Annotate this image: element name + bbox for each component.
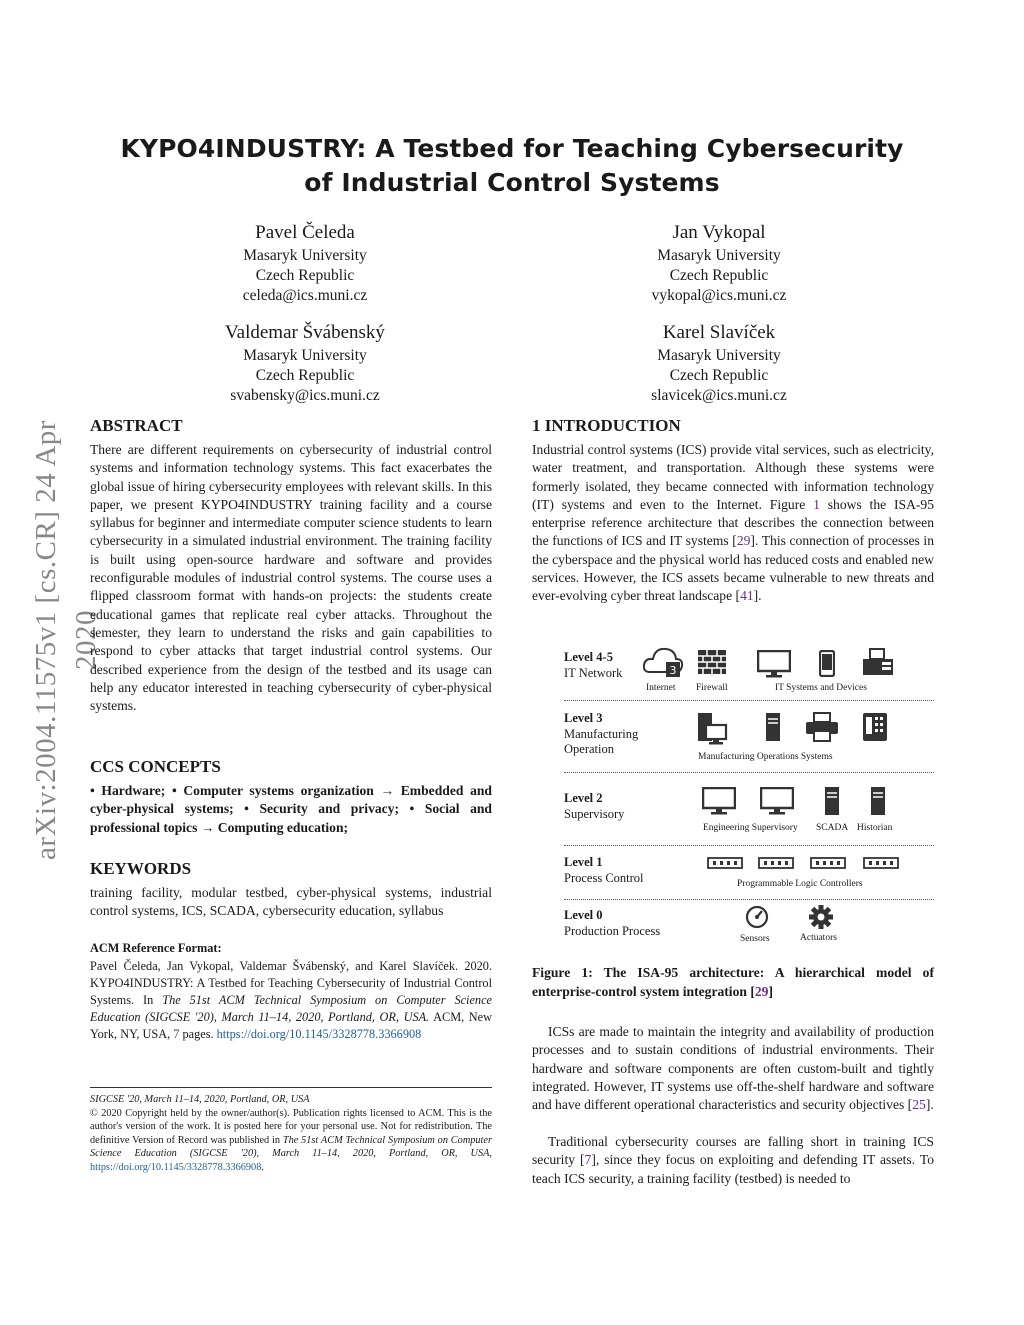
scada-label: SCADA <box>816 823 849 833</box>
ccs-text: • Hardware; • Computer systems organization → Embedded and cyber-physical systems; • Security and privacy; • Social and professional topics → Computing education; <box>90 783 492 835</box>
it-systems-label: IT Systems and Devices <box>775 683 867 693</box>
figure-ref-link[interactable]: 1 <box>813 496 820 512</box>
mos-label: Manufacturing Operations Systems <box>698 752 833 762</box>
author-affiliation: Masaryk University <box>243 247 367 264</box>
sensors-label: Sensors <box>740 934 770 944</box>
intro-heading: 1 INTRODUCTION <box>532 416 681 435</box>
author-affiliation: Masaryk University <box>243 347 367 364</box>
server-icon <box>765 712 781 742</box>
plc-icon <box>810 857 846 869</box>
phone-icon <box>819 650 835 677</box>
title-line-2: of Industrial Control Systems <box>304 168 720 197</box>
abstract-heading: ABSTRACT <box>90 416 183 435</box>
actuator-gear-icon <box>808 904 834 930</box>
sensor-gauge-icon <box>745 905 769 929</box>
author-country: Czech Republic <box>669 367 769 384</box>
author-name: Valdemar Švábenský <box>225 322 385 343</box>
keywords-heading: KEYWORDS <box>90 859 192 878</box>
level-2-label <box>564 791 674 822</box>
intro-text: Traditional cybersecurity courses are falling short in training ICS security [ <box>532 1134 934 1168</box>
internet-label: Internet <box>646 683 676 693</box>
author-country: Czech Republic <box>255 367 355 384</box>
author-affiliation: Masaryk University <box>657 247 781 264</box>
level-0-label <box>564 908 674 939</box>
intro-text: ]. This connection of processes in the cyberspace and the physical world has reduced costs and enabled new services. However, the ICS assets became vulnerable to new threats and ever-evolving cyber threat landscape [ <box>532 533 935 604</box>
footnote-part: , <box>489 1148 492 1160</box>
footnote-part: © 2020 Copyright held by the owner/author(s). Publication rights licensed to ACM. This is the author's version of the work. It is posted here for your personal use. Not for redistribution. The definitive Version of Record was published in <box>90 1108 492 1146</box>
figure-isa95 <box>532 640 934 952</box>
historian-server-icon <box>870 786 886 816</box>
printer-icon <box>805 712 839 742</box>
level-title: Level 3 <box>564 711 603 725</box>
footnote-doi-link[interactable]: https://doi.org/10.1145/3328778.3366908 <box>90 1161 262 1173</box>
plc-icon <box>707 857 743 869</box>
level-subtitle: Manufacturing Operation <box>564 726 639 756</box>
workstation-icon <box>697 712 729 746</box>
author-affiliation: Masaryk University <box>657 347 781 364</box>
svg-text:3: 3 <box>669 664 677 677</box>
citation-link[interactable]: 29 <box>736 533 751 549</box>
author-name: Jan Vykopal <box>672 222 766 243</box>
author-country: Czech Republic <box>255 267 355 284</box>
footnote-copyright <box>90 1107 492 1174</box>
author-name: Karel Slavíček <box>662 322 776 343</box>
caption-text: Figure 1: The ISA-95 architecture: A hierarchical model of enterprise-control system integration [ <box>532 965 934 999</box>
printer-fax-icon <box>862 648 896 678</box>
footnote-conference: SIGCSE '20, March 11–14, 2020, Portland, OR, USA <box>90 1094 310 1105</box>
level-separator <box>564 899 934 900</box>
footnote-part: . <box>261 1161 264 1173</box>
author-email: celeda@ics.muni.cz <box>242 287 368 304</box>
footnote-venue: The 51st ACM Technical Symposium on Computer Science Education (SIGCSE '20), March 11–14, 2020, Portland, OR, USA <box>90 1134 492 1160</box>
author-email: svabensky@ics.muni.cz <box>230 387 380 404</box>
arxiv-identifier: arXiv:2004.11575v1 [cs.CR] 24 Apr 2020 <box>30 420 102 860</box>
author-country: Czech Republic <box>669 267 769 284</box>
level-3-label <box>564 711 674 758</box>
ccs-heading: CCS CONCEPTS <box>90 757 221 776</box>
title-line-1: KYPO4INDUSTRY: A Testbed for Teaching Cybersecurity <box>120 134 904 163</box>
firewall-icon <box>698 650 726 674</box>
level-1-label <box>564 855 674 886</box>
level-title: Level 2 <box>564 791 603 805</box>
desk-phone-icon <box>862 712 888 742</box>
author-block <box>584 320 854 406</box>
cloud-icon <box>642 642 684 680</box>
scada-server-icon <box>824 786 840 816</box>
author-name: Pavel Čeleda <box>255 222 355 243</box>
citation-link[interactable]: 7 <box>584 1152 592 1168</box>
monitor-icon <box>757 650 791 678</box>
monitor-icon <box>760 787 794 815</box>
intro-text: ]. <box>925 1097 934 1113</box>
citation-link[interactable]: 25 <box>912 1097 926 1113</box>
level-subtitle: Production Process <box>564 923 661 938</box>
intro-paragraph-1 <box>532 441 934 606</box>
plc-icon <box>758 857 794 869</box>
intro-paragraph-2 <box>532 1023 934 1114</box>
monitor-icon <box>702 787 736 815</box>
level-title: Level 4-5 <box>564 650 613 664</box>
footnote-rule <box>90 1087 492 1088</box>
author-email: slavicek@ics.muni.cz <box>651 387 787 404</box>
level-separator <box>564 700 934 701</box>
intro-text: shows the ISA-95 enterprise reference architecture that describes the connection between the functions of ICS and IT systems [ <box>532 496 935 549</box>
level-subtitle: Supervisory <box>564 806 625 821</box>
acm-ref-part: ACM, New York, NY, USA, <box>90 1010 493 1041</box>
historian-label: Historian <box>857 823 893 833</box>
acm-ref-part: pages. <box>179 1027 217 1041</box>
abstract-text: There are different requirements on cybersecurity of industrial control systems and information technology systems. This fact exacerbates the global issue of hiring cybersecurity employees with relevant skills. In this paper, we present KYPO4INDUSTRY training facility and a course syllabus for beginner and intermediate computer science students to learn cybersecurity in a simulated industrial environment. The training facility is built using open-source hardware and software and provides reconfigurable modules of industrial control systems. The course uses a flipped classroom format with hands-on projects: the students create educational games that replicate real cyber attacks. Throughout the semester, they learn to understand the risks and gain capabilities to respond to cyber attacks that target industrial control systems. Our described experience from the design of the testbed and its usage can help any educator interested in teaching cybersecurity of cyber-physical systems. <box>90 442 492 714</box>
author-email: vykopal@ics.muni.cz <box>651 287 787 304</box>
keywords-text: training facility, modular testbed, cyber-physical systems, industrial control systems, ICS, SCADA, cybersecurity education, syllabus <box>90 885 492 919</box>
intro-paragraph-3 <box>532 1133 934 1188</box>
acm-ref-heading: ACM Reference Format: <box>90 941 222 955</box>
intro-text: Industrial control systems (ICS) provide vital services, such as electricity, water treatment, and transportation. Although these systems were formerly isolated, they became connected with information technology (IT) systems and even to the Internet. Figure <box>532 442 934 512</box>
author-block <box>170 320 440 406</box>
level-title: Level 1 <box>564 855 603 869</box>
acm-ref-pages[interactable]: 7 <box>173 1027 180 1041</box>
plc-icon <box>863 857 899 869</box>
plc-label: Programmable Logic Controllers <box>737 879 863 889</box>
acm-ref-doi-link[interactable]: https://doi.org/10.1145/3328778.3366908 <box>216 1027 422 1041</box>
citation-link[interactable]: 41 <box>740 588 754 604</box>
author-block <box>170 220 440 306</box>
intro-text: ]. <box>753 588 762 604</box>
intro-text: ], since they focus on exploiting and defending IT assets. To teach ICS security, a training facility (testbed) is needed to <box>532 1152 934 1186</box>
citation-link[interactable]: 29 <box>754 984 769 999</box>
author-block <box>584 220 854 306</box>
acm-ref-text <box>90 958 492 1043</box>
level-title: Level 0 <box>564 908 603 922</box>
level-subtitle: IT Network <box>564 665 623 680</box>
figure-caption <box>532 963 934 1001</box>
level-separator <box>564 772 934 773</box>
firewall-label: Firewall <box>696 683 728 693</box>
level-separator <box>564 845 934 846</box>
actuators-label: Actuators <box>800 933 837 943</box>
caption-text: ] <box>768 984 773 999</box>
engineering-label: Engineering Supervisory <box>703 823 798 833</box>
level-subtitle: Process Control <box>564 870 644 885</box>
acm-ref-part: Pavel Čeleda, Jan Vykopal, Valdemar Švábenský, and Karel Slavíček. 2020. KYPO4INDUSTRY: A Testbed for Teaching Cybersecurity of Industrial Control Systems. In <box>90 959 492 1007</box>
paper-title <box>90 132 934 200</box>
intro-text: ICSs are made to maintain the integrity and availability of production processes and to sustain conditions of industrial environments. Their hardware and software components are often custom-built and tightly integrated. However, IT systems use off-the-shelf hardware and software and have different operational characteristics and security objectives [ <box>532 1024 934 1113</box>
acm-ref-venue: The 51st ACM Technical Symposium on Computer Science Education (SIGCSE '20), March 11–14, 2020, Portland, OR, USA. <box>90 993 492 1024</box>
